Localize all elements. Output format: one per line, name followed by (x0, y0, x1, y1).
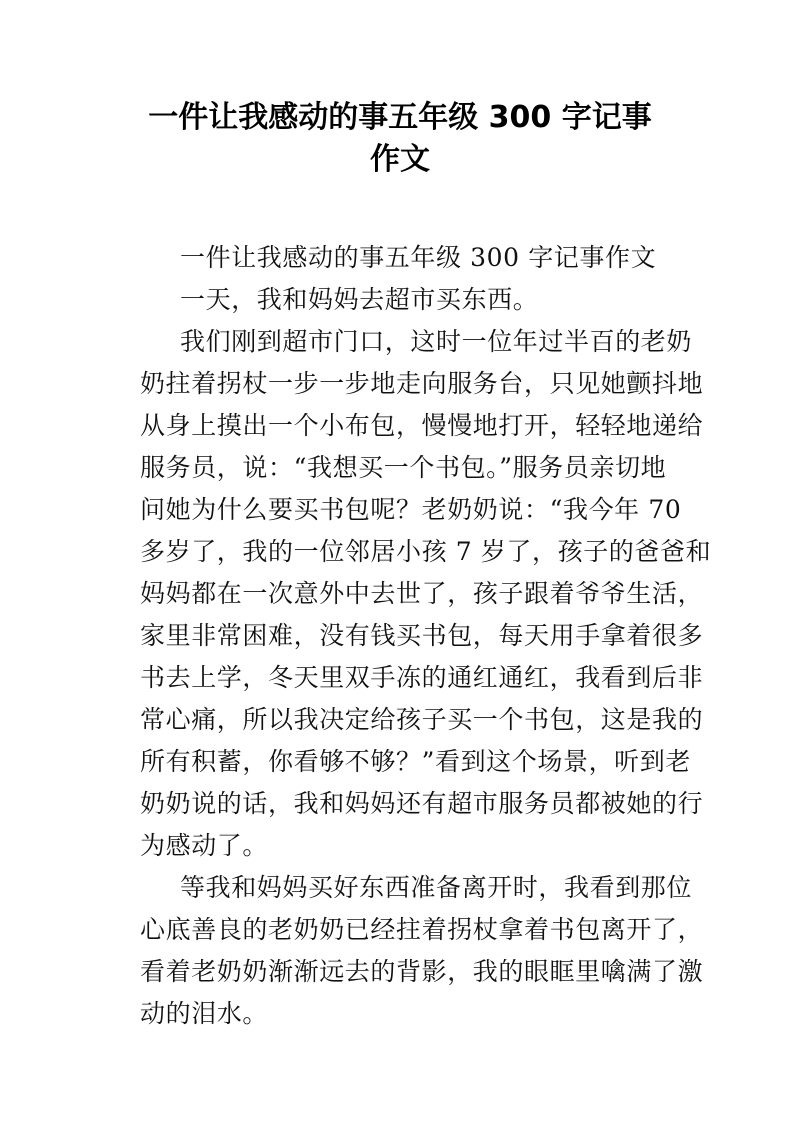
text-line: 心底善良的老奶奶已经拄着拐杖拿着书包离开了， (140, 915, 704, 944)
text-line: 常心痛，所以我决定给孩子买一个书包，这是我的 (140, 705, 704, 734)
text-line: 看着老奶奶渐渐远去的背影，我的眼眶里噙满了激 (140, 957, 704, 986)
text-line: 奶奶说的话，我和妈妈还有超市服务员都被她的行 (140, 789, 704, 818)
text-line: 我们刚到超市门口，这时一位年过半百的老奶 (180, 327, 693, 356)
text-line: 服务员，说：“我想买一个书包。”服务员亲切地 (140, 453, 667, 482)
text-line: 书去上学，冬天里双手冻的通红通红，我看到后非 (140, 663, 704, 692)
text-line: 奶拄着拐杖一步一步地走向服务台，只见她颤抖地 (140, 369, 704, 398)
text-line: 问她为什么要买书包呢？老奶奶说：“我今年 70 (140, 495, 682, 524)
text-line: 从身上摸出一个小布包，慢慢地打开，轻轻地递给 (140, 411, 704, 440)
text-line: 一件让我感动的事五年级 300 字记事作文 (180, 243, 657, 272)
text-line: 为感动了。 (140, 831, 269, 860)
text-line: 家里非常困难，没有钱买书包，每天用手拿着很多 (140, 621, 704, 650)
paragraph (140, 237, 670, 279)
document-title (0, 97, 800, 181)
text-line: 妈妈都在一次意外中去世了，孩子跟着爷爷生活， (140, 579, 704, 608)
text-line: 多岁了，我的一位邻居小孩 7 岁了，孩子的爸爸和 (140, 537, 712, 566)
title-line: 一件让我感动的事五年级 300 字记事 (148, 100, 652, 135)
paragraph (140, 321, 712, 867)
title-line: 作文 (370, 142, 430, 177)
text-line: 动的泪水。 (140, 999, 269, 1028)
text-line: 等我和妈妈买好东西准备离开时，我看到那位 (180, 873, 693, 902)
text-line: 一天，我和妈妈去超市买东西。 (180, 285, 539, 314)
document-body (140, 237, 712, 1035)
paragraph (140, 279, 670, 321)
text-line: 所有积蓄，你看够不够？”看到这个场景，听到老 (140, 747, 691, 776)
paragraph (140, 867, 704, 1035)
